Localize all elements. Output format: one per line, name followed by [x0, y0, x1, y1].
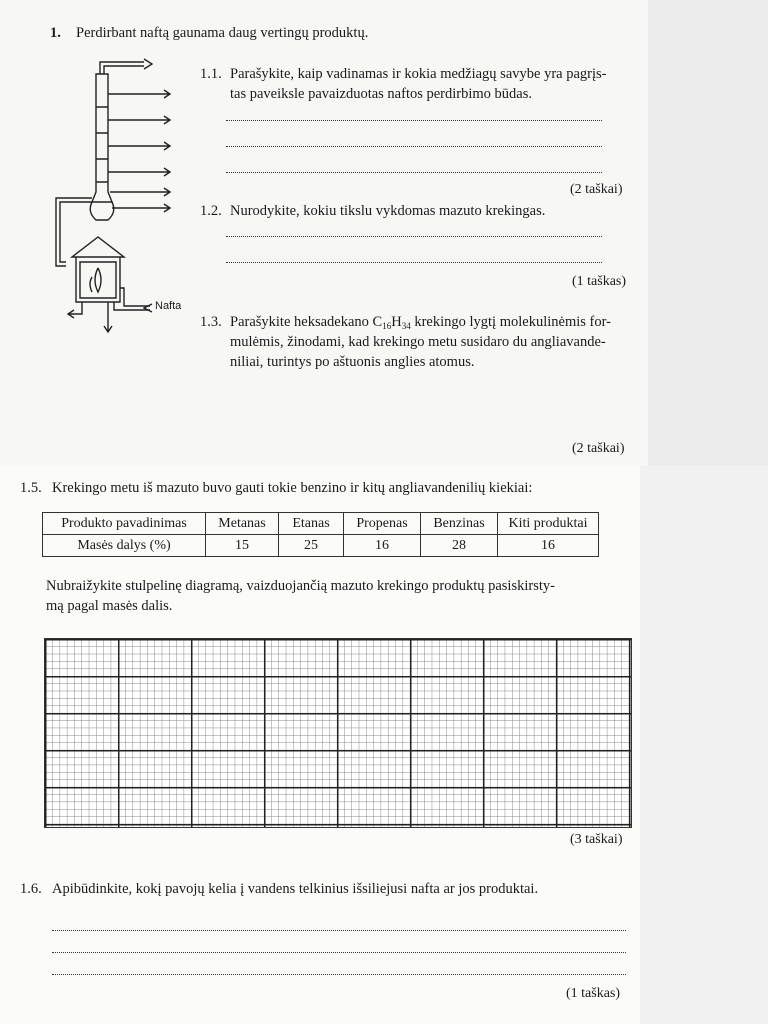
q15-points: (3 taškai): [570, 832, 623, 847]
table-header-cell: Metanas: [206, 513, 279, 535]
q13-number: 1.3.: [200, 314, 222, 330]
question-1-title: Perdirbant naftą gaunama daug vertingų produktų.: [76, 25, 369, 41]
q13-h: H: [391, 314, 402, 330]
table-cell: 16: [344, 535, 421, 557]
table-header-cell: Etanas: [279, 513, 344, 535]
table-header-cell: Propenas: [344, 513, 421, 535]
cracking-products-table: [42, 512, 599, 557]
q13-line1-start: Parašykite heksadekano C: [230, 314, 383, 330]
q12-number: 1.2.: [200, 203, 222, 219]
table-header-row: [43, 513, 599, 535]
table-header-cell: Benzinas: [421, 513, 498, 535]
q15-task-line1: Nubraižykite stulpelinę diagramą, vaizduojančią mazuto krekingo produktų pasiskirsty-: [46, 578, 555, 594]
question-1-number: 1.: [50, 25, 61, 41]
q11-answer-line-3[interactable]: [226, 172, 602, 173]
q11-answer-line-1[interactable]: [226, 120, 602, 121]
q13-line1-end: krekingo lygtį molekulinėmis for-: [410, 314, 611, 330]
q11-answer-line-2[interactable]: [226, 146, 602, 147]
q11-number: 1.1.: [200, 66, 222, 82]
q11-line1: Parašykite, kaip vadinamas ir kokia medžiagų savybe yra pagrįs-: [230, 66, 607, 82]
q16-points: (1 taškas): [566, 986, 621, 1001]
q15-intro: Krekingo metu iš mazuto buvo gauti tokie benzino ir kitų angliavandenilių kiekiai:: [52, 480, 533, 496]
table-cell: 25: [279, 535, 344, 557]
graph-paper-drawing-area[interactable]: [44, 638, 632, 828]
q16-answer-line-2[interactable]: [52, 952, 626, 953]
table-header-cell: Produkto pavadinimas: [43, 513, 206, 535]
q16-answer-line-1[interactable]: [52, 930, 626, 931]
nafta-label: Nafta: [155, 300, 182, 312]
q12-answer-line-2[interactable]: [226, 262, 602, 263]
q11-points: (2 taškai): [570, 182, 623, 197]
q13-line2: mulėmis, žinodami, kad krekingo metu susidaro du angliavande-: [230, 334, 606, 350]
q11-line2: tas paveiksle pavaizduotas naftos perdirbimo būdas.: [230, 86, 533, 102]
q16-text: Apibūdinkite, kokį pavojų kelia į vandens telkinius išsiliejusi nafta ar jos produktai.: [52, 881, 539, 897]
q13-points: (2 taškai): [572, 441, 625, 456]
table-cell: Masės dalys (%): [43, 535, 206, 557]
q12-points: (1 taškas): [572, 274, 627, 289]
q13-sub-34: 34: [401, 321, 411, 331]
table-row: [43, 535, 599, 557]
q13-sub-16: 16: [382, 321, 392, 331]
q16-number: 1.6.: [20, 881, 42, 897]
q15-task-line2: mą pagal masės dalis.: [46, 598, 173, 614]
table-cell: 28: [421, 535, 498, 557]
q13-line3: niliai, turintys po aštuonis anglies atomus.: [230, 354, 475, 370]
q15-number: 1.5.: [20, 480, 42, 496]
table-cell: 16: [498, 535, 599, 557]
table-header-cell: Kiti produktai: [498, 513, 599, 535]
q12-answer-line-1[interactable]: [226, 236, 602, 237]
q16-answer-line-3[interactable]: [52, 974, 626, 975]
table-cell: 15: [206, 535, 279, 557]
q12-text: Nurodykite, kokiu tikslu vykdomas mazuto krekingas.: [230, 203, 546, 219]
